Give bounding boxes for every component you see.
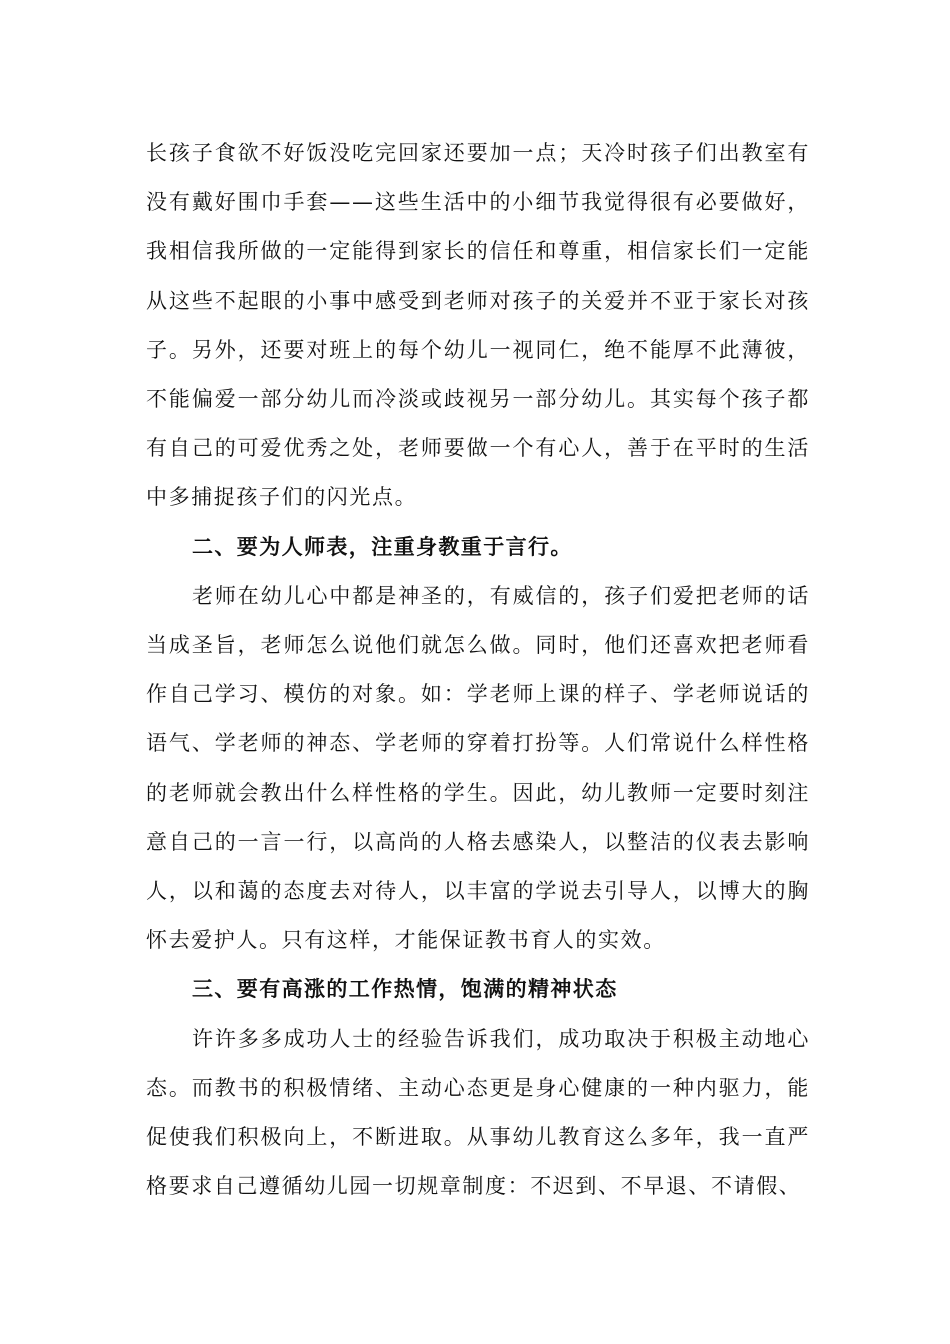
paragraph-section-3: 许许多多成功人士的经验告诉我们，成功取决于积极主动地心态。而教书的积极情绪、主动心态更是身心健康的一种内驱力，能促使我们积极向上，不断进取。从事幼儿教育这么多年，我一直严格要求自己遵循幼儿园一切规章制度：不迟到、不早退、不请假、 <box>146 1026 810 1199</box>
section-heading-2: 二、要为人师表，注重身教重于言行。 <box>192 534 573 559</box>
paragraph-section-2: 老师在幼儿心中都是神圣的，有威信的，孩子们爱把老师的话当成圣旨，老师怎么说他们就怎么做。同时，他们还喜欢把老师看作自己学习、模仿的对象。如：学老师上课的样子、学老师说话的语气、学老师的神态、学老师的穿着打扮等。人们常说什么样性格的老师就会教出什么样性格的学生。因此，幼儿教师一定要时刻注意自己的一言一行，以高尚的人格去感染人，以整洁的仪表去影响人，以和蔼的态度去对待人，以丰富的学说去引导人，以博大的胸怀去爱护人。只有这样，才能保证教书育人的实效。 <box>146 583 810 953</box>
paragraph-continued: 长孩子食欲不好饭没吃完回家还要加一点；天冷时孩子们出教室有没有戴好围巾手套——这些生活中的小细节我觉得很有必要做好，我相信我所做的一定能得到家长的信任和尊重，相信家长们一定能从这些不起眼的小事中感受到老师对孩子的关爱并不亚于家长对孩子。另外，还要对班上的每个幼儿一视同仁，绝不能厚不此薄彼，不能偏爱一部分幼儿而冷淡或歧视另一部分幼儿。其实每个孩子都有自己的可爱优秀之处，老师要做一个有心人，善于在平时的生活中多捕捉孩子们的闪光点。 <box>146 141 810 510</box>
section-heading-3: 三、要有高涨的工作热情，饱满的精神状态 <box>192 977 618 1002</box>
document-body <box>146 129 810 1211</box>
